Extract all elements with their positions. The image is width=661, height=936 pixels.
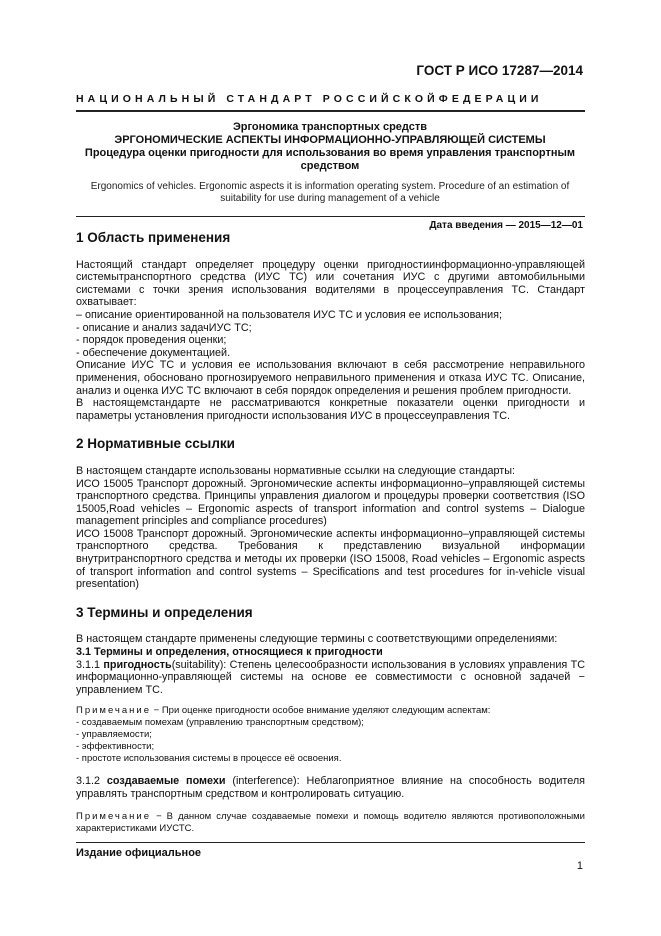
- section-2-heading: 2 Нормативные ссылки: [76, 436, 235, 452]
- page-number: 1: [576, 860, 583, 872]
- section-1-para-2: Описание ИУС ТС и условия ее использования включают в себя рассмотрение неправильного применения, обосновано прогнозируемого неправильного применения и отказа ИУС ТС. Описание, анализ и оценка ИУС ТС включают в себя порядок определения и решения проблем пригодности.: [76, 359, 585, 397]
- section-1-bullet-4: - обеспечение документацией.: [76, 346, 231, 359]
- title-rule: [76, 216, 585, 217]
- section-2-para-1: В настоящем стандарте использованы нормативные ссылки на следующие стандарты:: [76, 464, 515, 477]
- note-2-label: Примечание: [76, 810, 151, 822]
- introduction-date: Дата введения — 2015—12—01: [429, 220, 583, 231]
- document-body: [76, 232, 585, 835]
- english-title: Ergonomics of vehicles. Ergonomic aspects it is information operating system. Procedure of an estimation of suitability for use during management of a vehicle: [90, 181, 570, 204]
- section-1-para-3: В настоящемстандарте не рассматриваются конкретные показатели оценки пригодности и параметры установления пригодности использования ИУС в процессеуправления ТС.: [76, 397, 585, 422]
- standard-code: ГОСТ Р ИСО 17287—2014: [416, 63, 583, 78]
- term-3-1-1-definition: (suitability): Степень целесообразности использования в условиях управления ТС информационно-управляющей системы на основе ее совместимости с основной задачей − управлением ТС.: [76, 658, 585, 696]
- section-1-bullet-1: – описание ориентированной на пользователя ИУС ТС и условия ее использования;: [76, 308, 503, 321]
- title-block: [70, 121, 590, 205]
- note-1-text: − При оценке пригодности особое внимание уделяют следующим аспектам:: [151, 705, 491, 717]
- footer-rule: [76, 842, 585, 843]
- section-3-para-1: В настоящем стандарте применены следующие термины с соответствующими определениями:: [76, 633, 558, 646]
- title-line-2: ЭРГОНОМИЧЕСКИЕ АСПЕКТЫ ИНФОРМАЦИОННО-УПРАВЛЯЮЩЕЙ СИСТЕМЫ: [114, 134, 546, 146]
- note-1-item-2: - управляемости;: [76, 729, 152, 741]
- term-3-1-1-term: пригодность: [103, 658, 172, 671]
- section-2-ref-iso15008: ИСО 15008 Транспорт дорожный. Эргономические аспекты информационно–управляющей системы транспортного средства. Требования к представлению визуальной информации внутритранспортного средства и методы их проверки (ISO 15008, Road vehicles – Ergonomic aspects of transport information and control systems – Specifications and test procedures for in-vehicle visual presentation): [76, 527, 585, 591]
- note-1-label: Примечание: [76, 705, 151, 717]
- title-line-3: Процедура оценки пригодности для использования во время управления транспортным средством: [84, 147, 576, 172]
- term-3-1-2-number: 3.1.2: [76, 775, 107, 788]
- section-1-heading: 1 Область применения: [76, 230, 231, 245]
- header-rule: [76, 110, 585, 112]
- note-1-item-3: - эффективности;: [76, 741, 155, 753]
- note-1: [76, 705, 585, 765]
- term-3-1-2: [76, 775, 585, 800]
- section-1-bullet-3: - порядок проведения оценки;: [76, 334, 227, 347]
- term-3-1-1-number: 3.1.1: [76, 658, 104, 671]
- note-2-text: − В данном случае создаваемые помехи и помощь водителю являются противоположными характеристиками ИУСТС.: [76, 810, 585, 834]
- section-1-para-1: Настоящий стандарт определяет процедуру оценки пригодностиинформационно-управляющей системытранспортного средства (ИУС ТС) или сочетания ИУС с другими автомобильными системами с точки зрения использования водителями в процессеуправления ТС. Стандарт охватывает:: [76, 258, 585, 309]
- official-edition-label: Издание официальное: [76, 847, 202, 859]
- note-1-item-1: - создаваемым помехам (управлению транспортным средством);: [76, 717, 364, 729]
- note-2: [76, 811, 585, 835]
- term-3-1-1: [76, 659, 585, 697]
- section-1-bullet-2: - описание и анализ задачИУС ТС;: [76, 321, 252, 334]
- section-2-ref-iso15005: ИСО 15005 Транспорт дорожный. Эргономические аспекты информационно–управляющей системы транспортного средства. Принципы управления диалогом и процедуры проверки соответствия (ISO 15005,Road vehicles – Ergonomic aspects of transport information and control systems – Dialogue management principles and compliance procedures): [76, 477, 585, 528]
- note-1-item-4: - простоте использования системы в процессе её освоения.: [76, 753, 342, 765]
- title-line-1: Эргономика транспортных средств: [232, 121, 428, 133]
- national-standard-banner: НАЦИОНАЛЬНЫЙ СТАНДАРТ РОССИЙСКОЙФЕДЕРАЦИИ: [76, 93, 543, 105]
- section-3-1-heading: 3.1 Термины и определения, относящиеся к пригодности: [76, 646, 383, 659]
- section-3-heading: 3 Термины и определения: [76, 604, 253, 620]
- term-3-1-2-definition: (interference): Неблагоприятное влияние на способность водителя управлять транспортным средством и контролировать ситуацию.: [76, 775, 585, 800]
- term-3-1-2-term: создаваемые помехи: [106, 775, 226, 788]
